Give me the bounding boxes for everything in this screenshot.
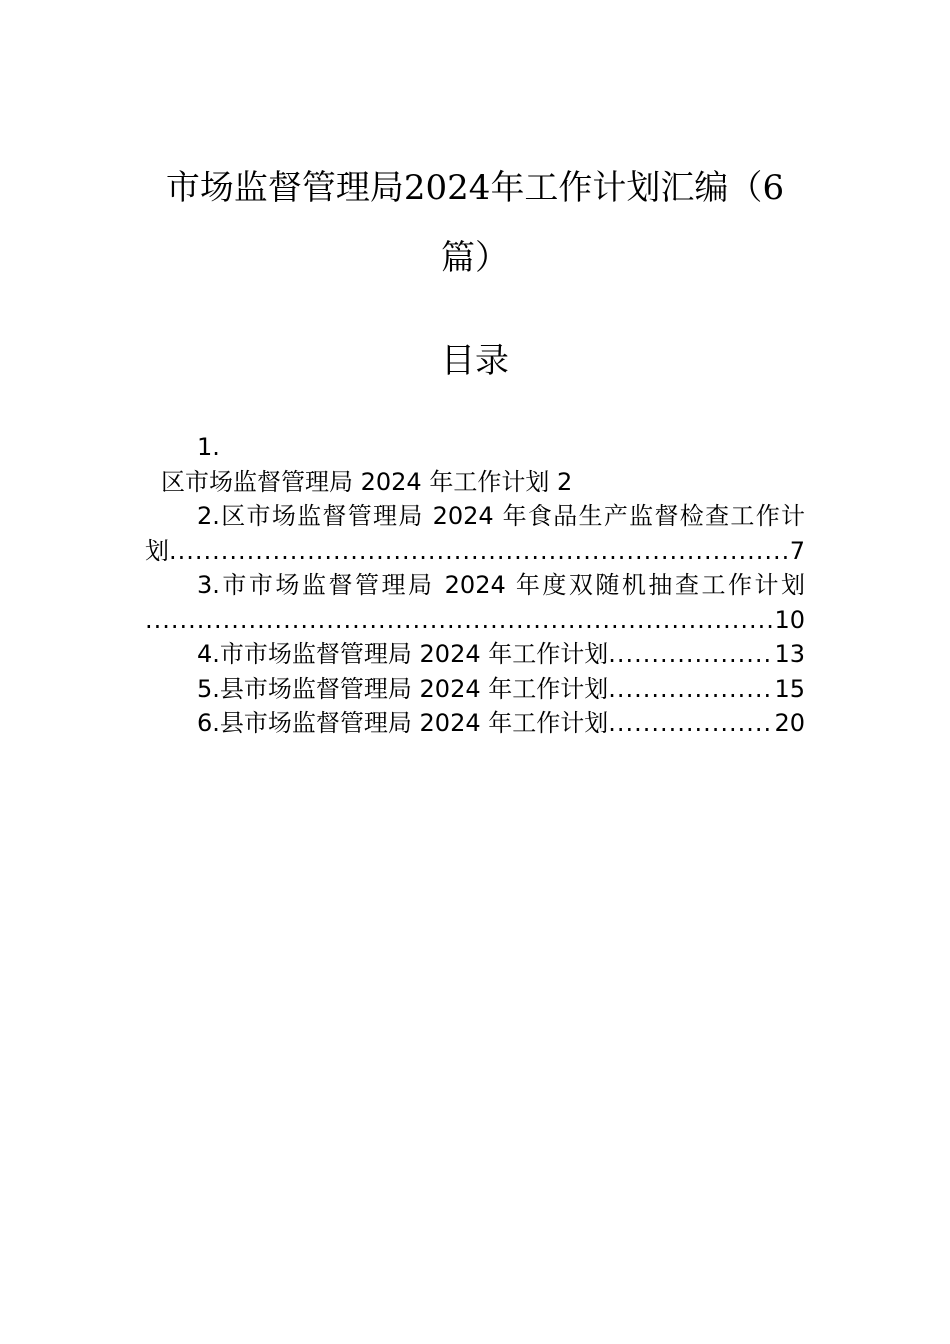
toc-entry-1-number[interactable]: 1. [197, 433, 220, 461]
document-title-line1 [130, 153, 820, 223]
toc-entry-3-line2[interactable] [145, 603, 805, 638]
title-middle: 年工作计划汇编（ [490, 168, 763, 208]
toc-entry-2-line1[interactable]: 2.区市场监督管理局 2024 年食品生产监督检查工作计 [197, 502, 805, 530]
toc-entry-6-page: 20 [774, 709, 805, 737]
toc-entry-5-leader [608, 672, 774, 707]
toc-entry-3-line1[interactable]: 3.市市场监督管理局 2024 年度双随机抽查工作计划 [197, 571, 805, 599]
toc-entry-5-page: 15 [774, 674, 805, 703]
toc-entry-4[interactable] [197, 637, 805, 672]
toc-entry-4-leader [608, 637, 774, 672]
toc-entry-4-text: 4.市市场监督管理局 2024 年工作计划 [197, 640, 609, 668]
title-year: 2024 [403, 168, 491, 208]
toc-entry-5[interactable] [197, 672, 805, 707]
toc-entry-4-page: 13 [774, 640, 805, 668]
toc-entry-2-page: 7 [789, 536, 805, 565]
table-of-contents [145, 430, 805, 741]
title-prefix: 市场监督管理局 [165, 168, 404, 208]
toc-entry-6[interactable] [197, 706, 805, 741]
toc-entry-5-text: 5.县市场监督管理局 2024 年工作计划 [197, 674, 609, 703]
toc-entry-2-line2[interactable] [145, 534, 805, 569]
toc-heading: 目录 [441, 341, 509, 381]
toc-entry-3-leader [145, 603, 774, 638]
toc-entry-1[interactable] [145, 465, 805, 500]
document-title-line2: 篇） [441, 238, 509, 278]
toc-entry-3-page: 10 [774, 605, 805, 634]
document-title [130, 153, 820, 293]
toc-entry-1-page: 2 [556, 467, 573, 496]
toc-entry-6-leader [608, 706, 774, 741]
toc-entry-2-leader [169, 534, 790, 569]
toc-entry-6-text: 6.县市场监督管理局 2024 年工作计划 [197, 709, 609, 737]
toc-entry-2-text-continued: 划 [145, 536, 169, 565]
toc-entry-1-text: 区市场监督管理局 2024 年工作计划 [161, 467, 550, 496]
title-count: 6 [762, 168, 785, 208]
